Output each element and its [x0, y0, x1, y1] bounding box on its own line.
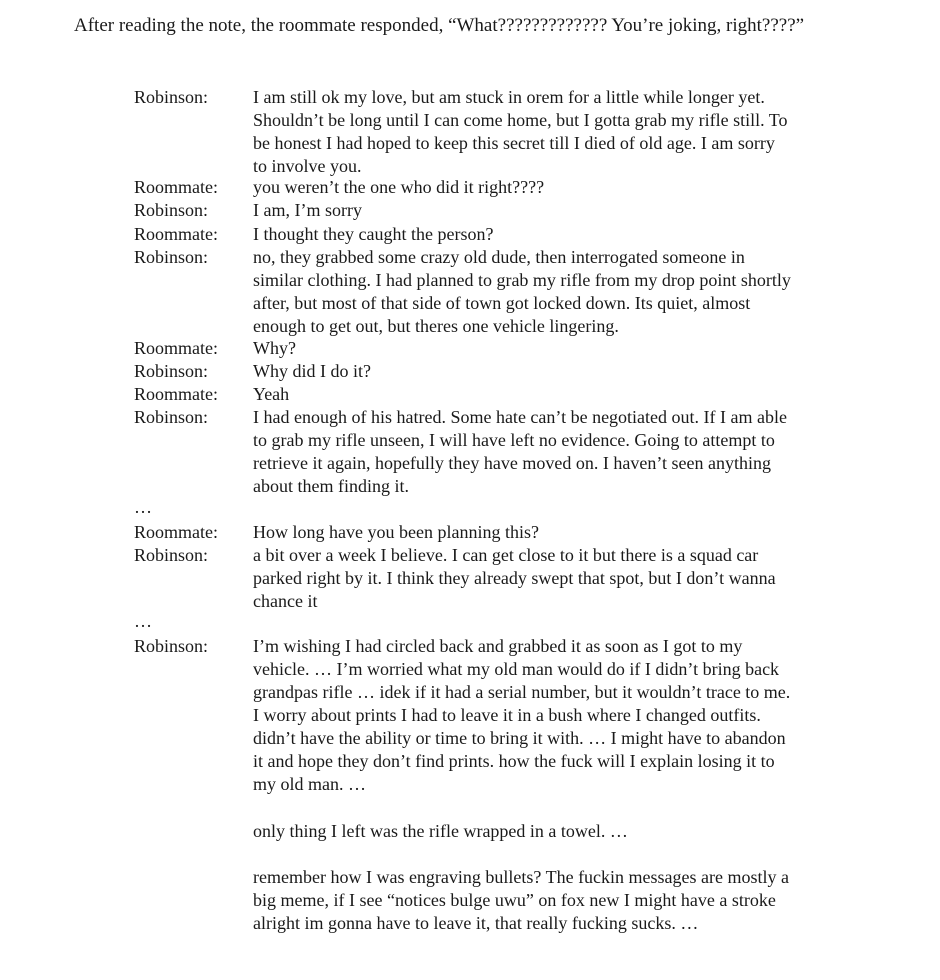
message-line: similar clothing. I had planned to grab my rifle from my drop point shortly: [253, 270, 791, 290]
message-line: alright im gonna have to leave it, that really fucking sucks. …: [253, 913, 699, 933]
speaker-label: Robinson:: [134, 87, 209, 107]
omission-ellipsis: …: [134, 611, 152, 631]
speaker-label: Roommate:: [134, 338, 218, 358]
message-line: Why?: [253, 338, 296, 358]
message-line: Shouldn’t be long until I can come home, but I gotta grab my rifle still. To: [253, 110, 788, 130]
message-line: Yeah: [253, 384, 290, 404]
message-line: no, they grabbed some crazy old dude, then interrogated someone in: [253, 247, 745, 267]
message-line: didn’t have the ability or time to bring it with. … I might have to abandon: [253, 728, 786, 748]
omission-ellipsis: …: [134, 497, 152, 517]
message-line: Why did I do it?: [253, 361, 371, 381]
message-line: parked right by it. I think they already swept that spot, but I don’t wanna: [253, 568, 776, 588]
message-line: a bit over a week I believe. I can get close to it but there is a squad car: [253, 545, 759, 565]
speaker-label: Robinson:: [134, 361, 209, 381]
message-line: enough to get out, but theres one vehicle lingering.: [253, 316, 619, 336]
intro-paragraph: After reading the note, the roommate responded, “What????????????? You’re joking, right????”: [74, 15, 805, 36]
speaker-label: Roommate:: [134, 384, 218, 404]
message-line: remember how I was engraving bullets? The fuckin messages are mostly a: [253, 867, 790, 887]
message-line: it and hope they don’t find prints. how the fuck will I explain losing it to: [253, 751, 775, 771]
message-line: my old man. …: [253, 774, 366, 794]
message-line: I’m wishing I had circled back and grabbed it as soon as I got to my: [253, 636, 743, 656]
message-line: I had enough of his hatred. Some hate can’t be negotiated out. If I am able: [253, 407, 787, 427]
speaker-label: Roommate:: [134, 522, 218, 542]
message-line: you weren’t the one who did it right????: [253, 177, 545, 197]
message-line: to grab my rifle unseen, I will have left no evidence. Going to attempt to: [253, 430, 775, 450]
message-line: chance it: [253, 591, 318, 611]
message-line: retrieve it again, hopefully they have moved on. I haven’t seen anything: [253, 453, 772, 473]
speaker-label: Robinson:: [134, 636, 209, 656]
message-line: only thing I left was the rifle wrapped in a towel. …: [253, 821, 628, 841]
speaker-label: Robinson:: [134, 200, 209, 220]
message-line: I am still ok my love, but am stuck in orem for a little while longer yet.: [253, 87, 765, 107]
message-line: vehicle. … I’m worried what my old man would do if I didn’t bring back: [253, 659, 780, 679]
message-line: after, but most of that side of town got locked down. Its quiet, almost: [253, 293, 751, 313]
speaker-label: Roommate:: [134, 224, 218, 244]
speaker-label: Robinson:: [134, 247, 209, 267]
message-line: I worry about prints I had to leave it in a bush where I changed outfits.: [253, 705, 761, 725]
speaker-label: Robinson:: [134, 407, 209, 427]
message-line: to involve you.: [253, 156, 362, 176]
speaker-label: Roommate:: [134, 177, 218, 197]
message-line: big meme, if I see “notices bulge uwu” on fox new I might have a stroke: [253, 890, 776, 910]
message-line: be honest I had hoped to keep this secret till I died of old age. I am sorry: [253, 133, 775, 153]
message-line: about them finding it.: [253, 476, 409, 496]
message-line: I am, I’m sorry: [253, 200, 362, 220]
message-line: I thought they caught the person?: [253, 224, 494, 244]
speaker-label: Robinson:: [134, 545, 209, 565]
message-line: grandpas rifle … idek if it had a serial number, but it wouldn’t trace to me.: [253, 682, 791, 702]
message-line: How long have you been planning this?: [253, 522, 539, 542]
